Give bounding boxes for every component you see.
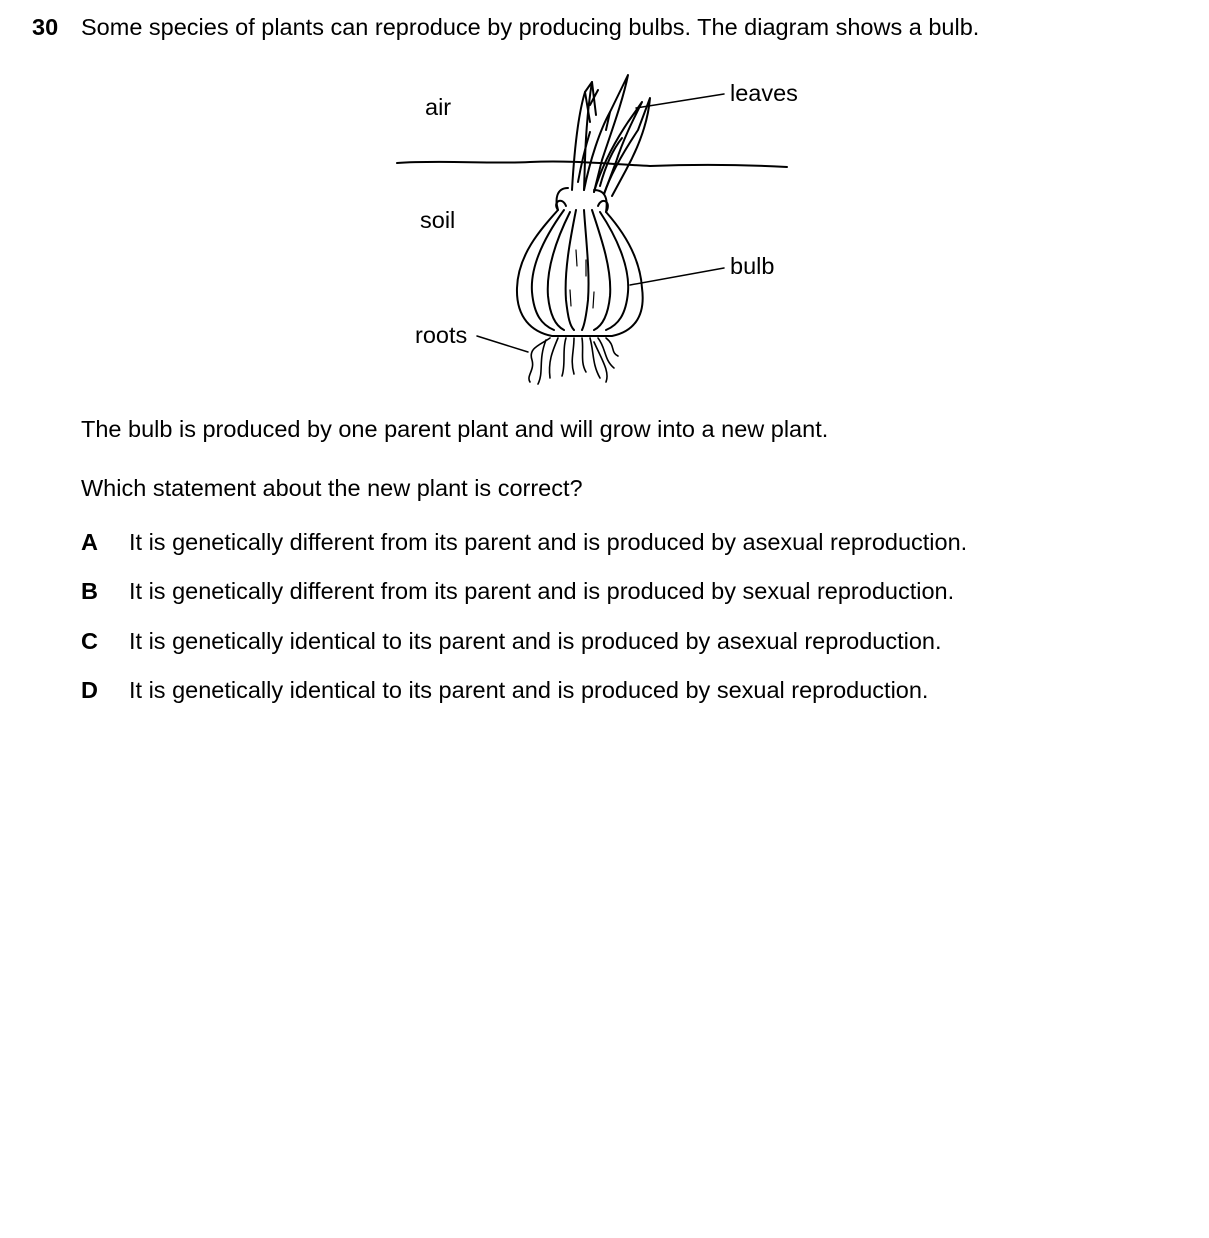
option-b-letter: B <box>81 578 98 604</box>
label-soil: soil <box>420 207 456 233</box>
label-air: air <box>425 94 452 120</box>
option-d-text: It is genetically identical to its parent and is produced by sexual reproduction. <box>129 677 929 703</box>
info-paragraph: The bulb is produced by one parent plant and will grow into a new plant. <box>81 416 829 442</box>
bulb-body-drawing <box>517 188 643 336</box>
bulb-diagram <box>380 60 820 390</box>
option-c-letter: C <box>81 628 98 654</box>
option-a-text: It is genetically different from its parent and is produced by asexual reproduction. <box>129 529 968 555</box>
label-bulb: bulb <box>730 253 775 279</box>
question-stem: Some species of plants can reproduce by producing bulbs. The diagram shows a bulb. <box>81 14 980 40</box>
prompt-paragraph: Which statement about the new plant is correct? <box>81 475 583 501</box>
leaves-drawing <box>572 75 650 196</box>
option-a-letter: A <box>81 529 98 555</box>
roots-drawing <box>529 338 618 384</box>
option-c-text: It is genetically identical to its parent and is produced by asexual reproduction. <box>129 628 942 654</box>
question-number: 30 <box>32 14 59 40</box>
label-roots: roots <box>415 322 468 348</box>
option-d-letter: D <box>81 677 98 703</box>
option-b-text: It is genetically different from its parent and is produced by sexual reproduction. <box>129 578 955 604</box>
roots-leader-line <box>477 336 528 352</box>
soil-surface-line <box>397 161 787 167</box>
bulb-leader-line <box>630 268 724 285</box>
label-leaves: leaves <box>730 80 798 106</box>
